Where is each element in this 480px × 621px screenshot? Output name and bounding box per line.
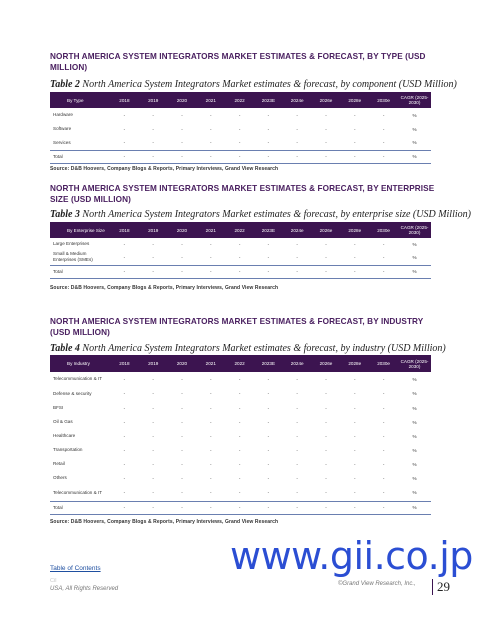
table-cell: - (296, 112, 298, 118)
table-cell: - (354, 419, 356, 425)
column-header: 2022 (225, 355, 254, 372)
table-cell: % (412, 254, 417, 260)
table-cell: - (238, 241, 241, 247)
table-cell: - (181, 241, 183, 247)
table-cell: - (152, 433, 154, 439)
column-header: 2030e (369, 222, 398, 238)
column-header: 2023E (254, 355, 283, 372)
table-cell: - (325, 126, 327, 132)
table-row (50, 429, 431, 443)
table-cell: - (181, 447, 183, 453)
row-label: Large Enterprises (53, 241, 90, 246)
table-cell: - (296, 490, 298, 496)
table-cell: - (196, 501, 225, 514)
table-cell: - (225, 501, 254, 514)
page-number: 29 (432, 579, 462, 595)
row-label: Healthcare (53, 433, 76, 438)
table-cell: - (152, 461, 154, 467)
table-cell: % (412, 376, 417, 382)
table-cell: - (238, 475, 241, 481)
table-cell: % (412, 419, 417, 425)
table-cell: - (181, 140, 183, 146)
table-cell: - (354, 254, 356, 260)
table-cell: - (238, 490, 241, 496)
row-label: Defense & security (53, 390, 92, 396)
table-cell: - (238, 254, 241, 260)
table-cell: - (123, 254, 126, 260)
table-title: North America System Integrators Market estimates & forecast, by component (USD Million) (79, 79, 457, 90)
table-cell: - (283, 150, 312, 163)
table-row (50, 401, 431, 415)
table-cell: - (210, 126, 212, 132)
table-cell: - (354, 140, 356, 146)
table-cell: - (382, 419, 385, 425)
table-cell: - (325, 376, 327, 382)
column-header: 2018 (110, 92, 139, 108)
table-cell: - (296, 391, 298, 396)
column-header: 2022 (225, 92, 254, 108)
table-cell: - (152, 419, 154, 425)
table-cell: - (139, 150, 168, 163)
table-cell: - (123, 126, 126, 132)
column-header: 2023E (254, 222, 283, 238)
section-heading-type: NORTH AMERICA SYSTEM INTEGRATORS MARKET ESTIMATES & FORECAST, BY TYPE (USD MILLION) (50, 52, 426, 72)
table-cell: - (296, 405, 298, 411)
source-note-type: Source: D&B Hoovers, Company Blogs & Reports, Primary Interviews, Grand View Research (50, 166, 279, 172)
table-row (50, 501, 431, 514)
table-cell: - (210, 447, 212, 453)
table-cell: - (340, 265, 369, 278)
table-cell: - (210, 419, 212, 425)
table-cell: - (152, 391, 154, 396)
column-header: CAGR (2025-2030) (398, 355, 431, 372)
table-cell: - (152, 447, 154, 453)
table-cell: - (152, 126, 154, 132)
table-cell: - (354, 112, 356, 118)
table-cell: - (267, 419, 270, 425)
column-header: 2028e (340, 92, 369, 108)
table-cell: - (210, 112, 212, 118)
column-header: 2019 (139, 222, 168, 238)
table-cell: - (325, 391, 327, 396)
table-cell: - (267, 447, 270, 453)
table-cell: - (110, 265, 139, 278)
table-cell: - (181, 475, 183, 481)
table-cell: - (181, 419, 183, 425)
table-cell: - (382, 433, 385, 439)
table-cell: - (210, 376, 212, 382)
table-cell: - (123, 241, 126, 247)
table-cell: - (238, 112, 241, 118)
table-cell: - (267, 475, 270, 481)
table-cell: - (382, 391, 385, 396)
table-cell: - (123, 405, 126, 411)
table-cell: - (369, 265, 398, 278)
table-cell: - (123, 391, 126, 396)
table-cell: % (412, 391, 417, 396)
table-cell: - (325, 490, 327, 496)
column-header: 2030e (369, 92, 398, 108)
table-row (50, 471, 431, 485)
column-header: 2020 (168, 92, 197, 108)
table-title: North America System Integrators Market estimates & forecast, by industry (USD Million) (79, 343, 446, 354)
table-cell: - (267, 376, 270, 382)
table-cell: - (110, 150, 139, 163)
table-cell: - (354, 433, 356, 439)
table-cell: - (168, 150, 197, 163)
table-cell: % (412, 447, 417, 453)
table-cell: - (196, 265, 225, 278)
watermark-logo: www.gii.co.jp (230, 534, 473, 578)
table-cell: - (354, 376, 356, 382)
table-cell: - (382, 126, 385, 132)
column-header: 2021 (196, 355, 225, 372)
column-header: 2019 (139, 92, 168, 108)
column-header: 2020 (168, 355, 197, 372)
row-label: Telecommunication & IT (53, 489, 103, 495)
column-header: 2021 (196, 222, 225, 238)
table-cell: - (312, 265, 341, 278)
table-cell: - (123, 419, 126, 425)
table-cell: - (152, 376, 154, 382)
table-cell: - (296, 433, 298, 439)
table-cell: - (382, 254, 385, 260)
table-cell: - (296, 419, 298, 425)
table-cell: - (210, 433, 212, 439)
row-label: Telecommunication & IT (53, 376, 103, 381)
table-cell: - (354, 126, 356, 132)
table-cell: - (238, 391, 241, 396)
table-cell: - (267, 254, 270, 260)
table-cell: - (225, 150, 254, 163)
table-cell: - (238, 461, 241, 467)
table-cell: - (354, 391, 356, 396)
table-cell: - (325, 112, 327, 118)
table-row (50, 150, 431, 163)
table-cell: - (123, 475, 126, 481)
enterprise-size-table (50, 222, 431, 279)
column-header: CAGR (2025-2030) (398, 92, 431, 108)
row-label: Total (50, 501, 110, 514)
column-header: 2021 (196, 92, 225, 108)
column-header: 2028e (340, 355, 369, 372)
table-cell: % (412, 126, 417, 132)
table-cell: - (210, 140, 212, 146)
table-cell: - (296, 254, 298, 260)
row-label: Total (50, 150, 110, 163)
table-cell: % (412, 241, 417, 247)
table-cell: - (354, 461, 356, 467)
table-cell: - (325, 475, 327, 481)
table-cell: - (340, 501, 369, 514)
table-row (50, 443, 431, 457)
row-label: Others (53, 475, 67, 480)
table-cell: - (238, 126, 241, 132)
table-cell: - (354, 490, 356, 496)
table-cell: - (168, 265, 197, 278)
table-cell: - (152, 475, 154, 481)
table-row (50, 372, 431, 386)
table-cell: - (152, 490, 154, 496)
table-cell: - (369, 150, 398, 163)
table-cell: - (267, 140, 270, 146)
table-cell: - (325, 405, 327, 411)
table-cell: - (238, 433, 241, 439)
column-header: 2022 (225, 222, 254, 238)
table-title: North America System Integrators Market estimates & forecast, by enterprise size (USD Million) (79, 209, 471, 220)
row-label: Retail (53, 461, 65, 466)
table-caption-enterprise-size (50, 209, 471, 221)
row-label: Oil & Gas (53, 419, 73, 424)
table-row (50, 457, 431, 471)
table-cell: - (382, 447, 385, 453)
table-cell: - (238, 140, 241, 146)
section-heading-enterprise-size: NORTH AMERICA SYSTEM INTEGRATORS MARKET ESTIMATES & FORECAST, BY ENTERPRISE SIZE (USD MILLION) (50, 184, 435, 204)
row-label: Hardware (53, 112, 73, 117)
table-number: Table 4 (50, 343, 80, 354)
table-cell: - (382, 475, 385, 481)
table-cell: - (152, 140, 154, 146)
table-cell: - (238, 405, 241, 411)
table-cell: - (181, 391, 183, 396)
column-header: 2026e (312, 355, 341, 372)
table-cell: % (412, 112, 417, 118)
table-cell: - (296, 126, 298, 132)
table-cell: - (382, 241, 385, 247)
table-row (50, 122, 431, 136)
table-cell: - (382, 461, 385, 467)
table-cell: - (181, 126, 183, 132)
table-cell: - (267, 112, 270, 118)
table-cell: - (369, 501, 398, 514)
column-header: CAGR (2025-2030) (398, 222, 431, 238)
table-cell: - (325, 419, 327, 425)
table-cell: - (168, 501, 197, 514)
table-cell: - (354, 475, 356, 481)
table-cell: - (312, 501, 341, 514)
table-cell: - (123, 447, 126, 453)
table-row (50, 265, 431, 278)
table-cell: - (296, 461, 298, 467)
table-cell: - (238, 447, 241, 453)
column-header: 2024e (283, 355, 312, 372)
table-number: Table 2 (50, 79, 80, 90)
table-row (50, 108, 431, 122)
table-cell: - (354, 405, 356, 411)
column-header: 2020 (168, 222, 197, 238)
table-cell: - (267, 241, 270, 247)
table-cell: % (412, 461, 417, 467)
table-cell: - (152, 254, 154, 260)
table-cell: - (382, 490, 385, 496)
table-cell: - (181, 405, 183, 411)
table-cell: - (110, 501, 139, 514)
column-header: 2028e (340, 222, 369, 238)
table-cell: - (296, 475, 298, 481)
table-cell: - (267, 391, 270, 396)
table-row (50, 238, 431, 250)
table-cell: - (181, 461, 183, 467)
industry-table (50, 355, 431, 515)
column-header-category: By Industry (50, 355, 110, 372)
table-row (50, 250, 431, 265)
table-cell: - (139, 265, 168, 278)
table-cell: - (196, 150, 225, 163)
table-cell: - (123, 140, 126, 146)
copyright-notice: ©Grand View Research, Inc., (338, 581, 416, 587)
table-cell: - (267, 126, 270, 132)
column-header: 2026e (312, 92, 341, 108)
column-header-category: By Type (50, 92, 110, 108)
row-label: BFSI (53, 405, 64, 410)
column-header: 2019 (139, 355, 168, 372)
column-header: 2018 (110, 355, 139, 372)
table-row (50, 415, 431, 429)
table-cell: - (354, 447, 356, 453)
table-cell: - (210, 490, 212, 496)
table-cell: - (267, 461, 270, 467)
table-cell: - (181, 112, 183, 118)
table-cell: - (238, 419, 241, 425)
table-row (50, 386, 431, 401)
table-cell: - (382, 112, 385, 118)
table-cell: % (412, 433, 417, 439)
source-note-enterprise-size: Source: D&B Hoovers, Company Blogs & Reports, Primary Interviews, Grand View Research (50, 285, 279, 291)
table-cell: - (238, 376, 241, 382)
row-label: Services (53, 139, 71, 145)
table-cell: - (210, 391, 212, 396)
table-cell: - (382, 405, 385, 411)
table-cell: - (123, 112, 126, 118)
table-cell: - (181, 490, 183, 496)
column-header: 2023E (254, 92, 283, 108)
table-cell: - (152, 405, 154, 411)
table-cell: - (296, 241, 298, 247)
table-row (50, 485, 431, 501)
table-cell: - (210, 475, 212, 481)
table-cell: % (412, 140, 417, 146)
table-cell: - (312, 150, 341, 163)
table-caption-industry (50, 343, 450, 355)
table-cell: - (283, 501, 312, 514)
table-cell: - (139, 501, 168, 514)
table-cell: - (254, 501, 283, 514)
row-label: Transportation (53, 447, 83, 452)
table-cell: - (382, 140, 385, 146)
table-cell: - (152, 112, 154, 118)
rights-notice: USA, All Rights Reserved (50, 586, 119, 592)
table-cell: - (225, 265, 254, 278)
table-row (50, 136, 431, 150)
table-cell: % (412, 490, 417, 496)
table-cell: - (340, 150, 369, 163)
table-cell: - (254, 265, 283, 278)
row-label: Small & Medium Enterprises (SMEs) (53, 251, 93, 263)
table-number: Table 3 (50, 209, 80, 220)
table-cell: - (325, 140, 327, 146)
table-cell: - (123, 490, 126, 496)
row-label: Software (53, 126, 72, 131)
table-cell: - (123, 376, 126, 382)
table-cell: - (325, 241, 327, 247)
table-cell: - (296, 140, 298, 146)
table-cell: - (123, 461, 126, 467)
table-cell: % (398, 265, 431, 278)
table-cell: - (210, 461, 212, 467)
table-cell: % (412, 405, 417, 411)
table-cell: - (267, 490, 270, 496)
table-cell: - (254, 150, 283, 163)
table-cell: % (398, 150, 431, 163)
section-heading-industry: NORTH AMERICA SYSTEM INTEGRATORS MARKET ESTIMATES & FORECAST, BY INDUSTRY (USD MILLION) (50, 317, 424, 337)
table-cell: % (398, 501, 431, 514)
table-cell: - (296, 376, 298, 382)
column-header: 2024e (283, 92, 312, 108)
table-of-contents-link[interactable]: Table of Contents (50, 565, 101, 572)
column-header: 2018 (110, 222, 139, 238)
table-cell: - (267, 405, 270, 411)
column-header: 2030e (369, 355, 398, 372)
table-cell: - (210, 405, 212, 411)
footer-faint-text: Cil (50, 578, 57, 584)
table-cell: - (123, 433, 126, 439)
table-cell: - (296, 447, 298, 453)
table-cell: - (152, 241, 154, 247)
table-cell: - (267, 433, 270, 439)
table-cell: - (325, 461, 327, 467)
table-cell: - (354, 241, 356, 247)
table-cell: - (181, 376, 183, 382)
table-cell: - (181, 433, 183, 439)
table-cell: - (181, 254, 183, 260)
column-header: 2024e (283, 222, 312, 238)
table-cell: - (210, 254, 212, 260)
table-cell: - (325, 447, 327, 453)
table-cell: - (382, 376, 385, 382)
table-cell: % (412, 475, 417, 481)
table-cell: - (210, 241, 212, 247)
type-table (50, 92, 431, 164)
column-header: 2026e (312, 222, 341, 238)
table-cell: - (325, 433, 327, 439)
source-note-industry: Source: D&B Hoovers, Company Blogs & Reports, Primary Interviews, Grand View Research (50, 519, 279, 525)
table-caption-type (50, 79, 457, 91)
column-header-category: By Enterprise Size (50, 222, 110, 238)
table-cell: - (283, 265, 312, 278)
row-label: Total (50, 265, 110, 278)
table-cell: - (325, 254, 327, 260)
